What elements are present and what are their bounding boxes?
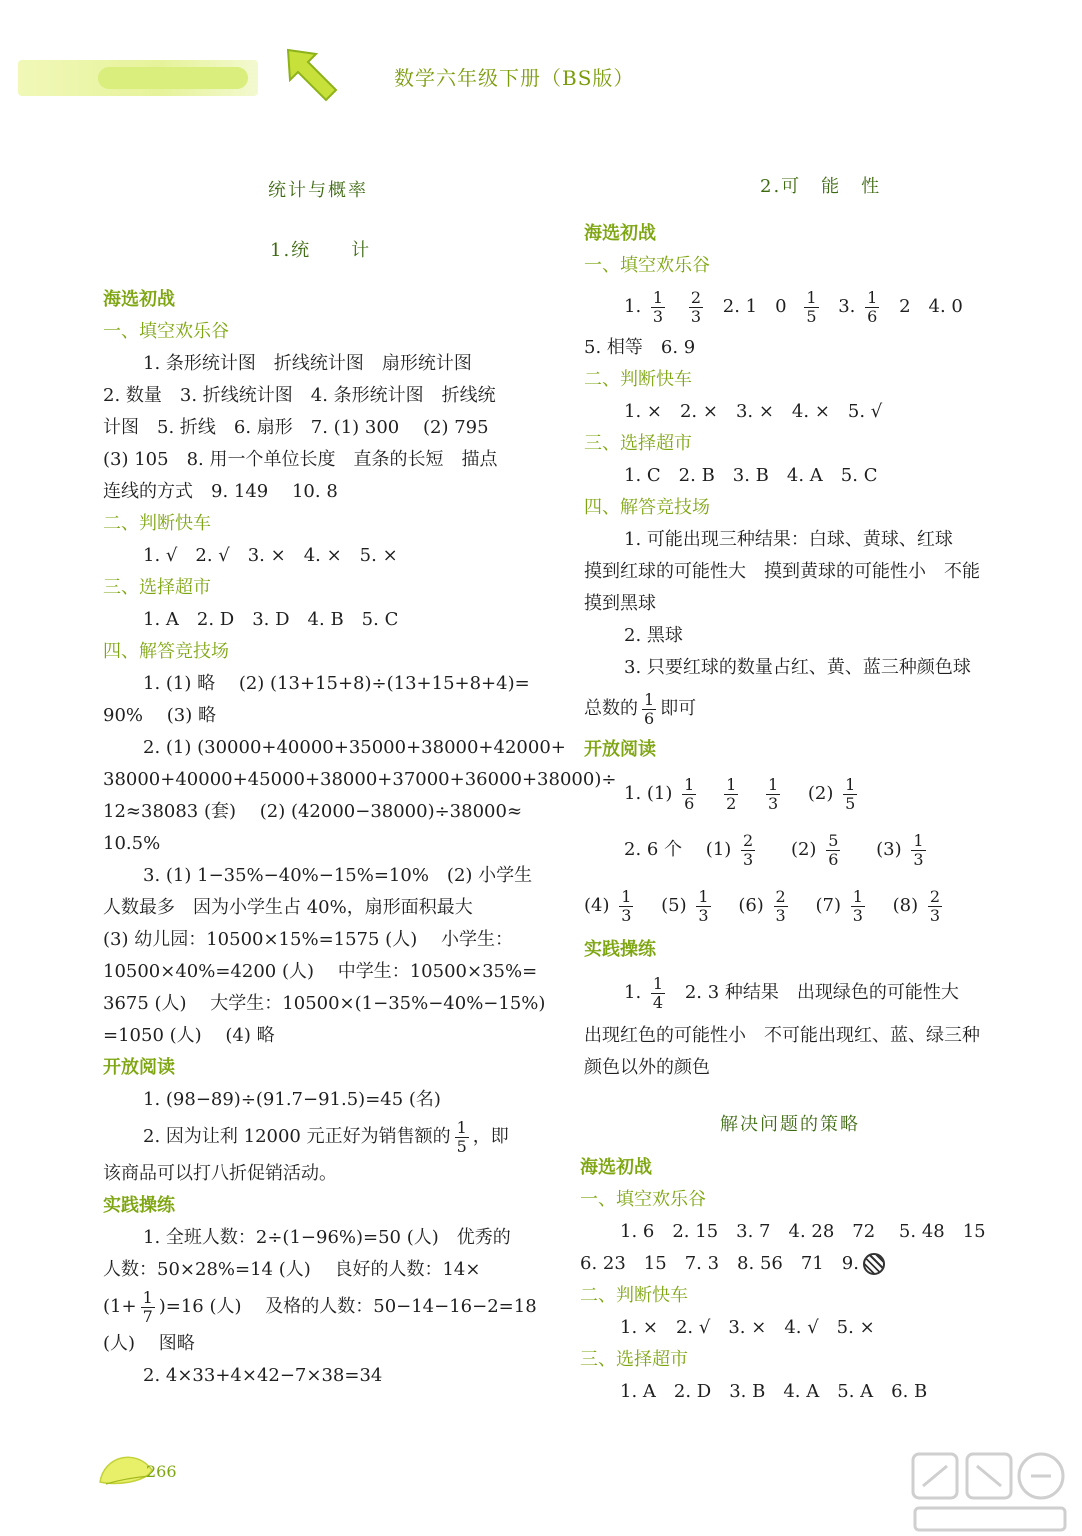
sub-heading: 四、解答竞技场: [584, 497, 710, 518]
answer-line: =1050 (人) (4) 略: [103, 1025, 275, 1046]
answer-line: 1. 6 2. 15 3. 7 4. 28 72 5. 48 15: [620, 1221, 986, 1242]
text-run: 2. 6 个 (1): [624, 839, 732, 860]
answer-line: [584, 684, 980, 734]
answer-line: 该商品可以打八折促销活动。: [103, 1163, 337, 1184]
answer-line: (人) 图略: [103, 1333, 195, 1354]
fraction: [826, 832, 840, 869]
fraction: [724, 776, 738, 813]
numerator: 1: [767, 774, 779, 794]
answer-line: 90% (3) 略: [103, 705, 216, 726]
numerator: 1: [845, 774, 856, 794]
answer-line: 3. (1) 1−35%−40%−15%=10% (2) 小学生: [143, 865, 533, 886]
answer-line: 1. C 2. B 3. B 4. A 5. C: [624, 465, 878, 486]
answer-line: 1. (1) 略 (2) (13+15+8)÷(13+15+8+4)=: [143, 673, 530, 694]
fraction: [455, 1119, 469, 1156]
fraction: [682, 776, 696, 813]
answer-line: [584, 878, 980, 934]
left-column: [103, 284, 616, 1392]
sub-heading: 三、选择超市: [580, 1349, 688, 1370]
denominator: 3: [775, 905, 786, 925]
fraction: [911, 832, 925, 869]
denominator: 6: [644, 708, 655, 728]
denominator: 3: [929, 905, 941, 925]
answer-line: 人数：50×28%=14 (人) 良好的人数：14×: [103, 1259, 481, 1280]
right-column-lower: [580, 1152, 986, 1408]
denominator: 6: [684, 793, 695, 813]
answer-line: [103, 1286, 616, 1328]
numerator: 2: [743, 830, 754, 850]
fraction: [141, 1289, 155, 1326]
fraction: [651, 975, 665, 1012]
answer-line: (3) 幼儿园：10500×15%=1575 (人) 小学生：: [103, 929, 513, 950]
answer-line: 1. × 2. × 3. × 4. × 5. √: [624, 401, 883, 422]
answer-line: 1. 条形统计图 折线统计图 扇形统计图: [143, 353, 472, 374]
answer-line: 连线的方式 9. 149 10. 8: [103, 481, 338, 502]
denominator: 5: [806, 306, 817, 326]
answer-line: 3675 (人) 大学生：10500×(1−35%−40%−15%): [103, 993, 546, 1014]
answer-line: 10.5%: [103, 833, 161, 854]
denominator: 3: [913, 849, 924, 869]
numerator: 1: [698, 886, 709, 906]
watermark-logo-icon: [905, 1446, 1075, 1536]
text-run: (2): [790, 839, 817, 860]
numerator: 1: [621, 886, 632, 906]
answer-line: 1. 可能出现三种结果：白球、黄球、红球: [624, 529, 953, 550]
numerator: 5: [828, 830, 839, 850]
numerator: 1: [852, 886, 863, 906]
numerator: 1: [652, 287, 664, 307]
text-run: 2 4. 0: [899, 296, 963, 317]
text-run: 总数的: [584, 698, 638, 719]
answer-line: 12≈38083 (套) (2) (42000−38000)÷38000≈: [103, 801, 523, 822]
numerator: 2: [929, 886, 941, 906]
answer-line: (3) 105 8. 用一个单位长度 直条的长短 描点: [103, 449, 498, 470]
sub-heading: 一、填空欢乐谷: [580, 1189, 706, 1210]
denominator: 3: [743, 849, 754, 869]
text-run: 1.: [624, 296, 642, 317]
category-heading: 开放阅读: [103, 1057, 175, 1078]
category-heading: 海选初战: [584, 223, 656, 244]
text-run: (1+: [103, 1296, 137, 1317]
answer-line: 1. 全班人数：2÷(1−96%)=50 (人) 优秀的: [143, 1227, 511, 1248]
denominator: 6: [867, 306, 878, 326]
text-run: (6): [738, 895, 764, 916]
denominator: 5: [845, 793, 856, 813]
fraction: [741, 832, 755, 869]
numerator: 1: [806, 287, 817, 307]
answer-line: [584, 766, 980, 822]
category-heading: 实践操练: [584, 939, 656, 960]
answer-line: 1. A 2. D 3. B 4. A 5. A 6. B: [620, 1381, 928, 1402]
numerator: 1: [456, 1117, 467, 1137]
right-column: [584, 218, 980, 1084]
fraction: [928, 888, 942, 925]
text-run: 6. 23 15 7. 3 8. 56 71 9.: [580, 1253, 859, 1274]
denominator: 3: [690, 306, 702, 326]
text-run: 3.: [838, 296, 856, 317]
fraction: [651, 289, 665, 326]
denominator: 7: [142, 1306, 153, 1326]
category-heading: 开放阅读: [584, 739, 656, 760]
answer-line: 2. 数量 3. 折线统计图 4. 条形统计图 折线统: [103, 385, 496, 406]
numerator: 2: [690, 287, 702, 307]
answer-line: 38000+40000+45000+38000+37000+36000+38000)÷: [103, 769, 617, 790]
numerator: 1: [913, 830, 924, 850]
text-run: (2): [807, 783, 834, 804]
text-run: 2. 3 种结果 出现绿色的可能性大: [684, 982, 959, 1003]
fraction: [865, 289, 879, 326]
answer-line: 10500×40%=4200 (人) 中学生：10500×35%=: [103, 961, 538, 982]
denominator: 3: [767, 793, 779, 813]
category-heading: 实践操练: [103, 1195, 175, 1216]
fraction: [619, 888, 633, 925]
text-run: 2. 1 0: [722, 296, 787, 317]
sub-heading: 二、判断快车: [580, 1285, 688, 1306]
text-run: (8): [892, 895, 919, 916]
denominator: 4: [652, 992, 664, 1012]
answer-line: 2. 黑球: [624, 625, 683, 646]
fraction: [843, 776, 857, 813]
fraction: [642, 691, 656, 728]
answer-line: 出现红色的可能性小 不可能出现红、蓝、绿三种: [584, 1025, 980, 1046]
numerator: 1: [644, 689, 655, 709]
text-run: 即可: [660, 698, 697, 719]
answer-line: 1. √ 2. √ 3. × 4. × 5. ×: [143, 545, 398, 566]
answer-line: 计图 5. 折线 6. 扇形 7. (1) 300 (2) 795: [103, 417, 489, 438]
text-run: (4): [584, 895, 610, 916]
denominator: 5: [456, 1136, 467, 1156]
sub-heading: 二、判断快车: [103, 513, 211, 534]
answer-line: [584, 282, 980, 332]
answer-line: 1. (98−89)÷(91.7−91.5)=45 (名): [143, 1089, 441, 1110]
fraction: [804, 289, 818, 326]
sub-heading: 三、选择超市: [584, 433, 692, 454]
text-run: ，即: [472, 1126, 509, 1147]
numerator: 1: [726, 774, 737, 794]
numerator: 1: [142, 1287, 153, 1307]
numerator: 1: [684, 774, 695, 794]
text-run: (3): [876, 839, 902, 860]
answer-line: [584, 966, 980, 1020]
answer-line: 人数最多 因为小学生占 40%，扇形面积最大: [103, 897, 473, 918]
denominator: 6: [828, 849, 839, 869]
answer-line: 1. A 2. D 3. D 4. B 5. C: [143, 609, 399, 630]
sub-heading: 四、解答竞技场: [103, 641, 229, 662]
denominator: 2: [726, 793, 737, 813]
page-number: 266: [146, 1462, 177, 1481]
section-title: 统计与概率: [268, 180, 368, 201]
fraction: [774, 888, 788, 925]
category-heading: 海选初战: [580, 1157, 652, 1178]
arrow-icon: [282, 44, 342, 104]
book-title: 数学六年级下册（BS版）: [394, 66, 635, 90]
fraction: [689, 289, 703, 326]
section-title: 解决问题的策略: [720, 1114, 860, 1135]
hatched-ball-icon: [863, 1253, 885, 1275]
answer-line: 2. 4×33+4×42−7×38=34: [143, 1365, 383, 1386]
fraction: [766, 776, 780, 813]
header-pill: [98, 67, 248, 89]
denominator: 3: [698, 905, 709, 925]
answer-line: 摸到黑球: [584, 593, 656, 614]
answer-line: 1. × 2. √ 3. × 4. √ 5. ×: [620, 1317, 875, 1338]
denominator: 3: [852, 905, 863, 925]
text-run: 1. (1): [624, 783, 673, 804]
answer-line: [103, 1116, 616, 1158]
subsection-title: 2.可 能 性: [760, 176, 882, 197]
text-run: 2. 因为让利 12000 元正好为销售额的: [143, 1126, 451, 1147]
fraction: [696, 888, 710, 925]
text-run: (5): [661, 895, 687, 916]
answer-line: 5. 相等 6. 9: [584, 337, 696, 358]
numerator: 1: [652, 973, 664, 993]
answer-line: 3. 只要红球的数量占红、黄、蓝三种颜色球: [624, 657, 971, 678]
answer-line: 摸到红球的可能性大 摸到黄球的可能性小 不能: [584, 561, 980, 582]
sub-heading: 三、选择超市: [103, 577, 211, 598]
denominator: 3: [652, 306, 664, 326]
answer-line: [580, 1248, 986, 1280]
answer-line: 2. (1) (30000+40000+35000+38000+42000+: [143, 737, 566, 758]
text-run: )=16 (人) 及格的人数：50−14−16−2=18: [158, 1296, 537, 1317]
text-run: 1.: [624, 982, 642, 1003]
numerator: 1: [867, 287, 878, 307]
fraction: [851, 888, 865, 925]
subsection-title: 1.统 计: [270, 240, 372, 261]
numerator: 2: [775, 886, 786, 906]
answer-line: [584, 822, 980, 878]
text-run: (7): [815, 895, 841, 916]
category-heading: 海选初战: [103, 289, 175, 310]
denominator: 3: [621, 905, 632, 925]
sub-heading: 二、判断快车: [584, 369, 692, 390]
answer-line: 颜色以外的颜色: [584, 1057, 710, 1078]
sub-heading: 一、填空欢乐谷: [103, 321, 229, 342]
sub-heading: 一、填空欢乐谷: [584, 255, 710, 276]
